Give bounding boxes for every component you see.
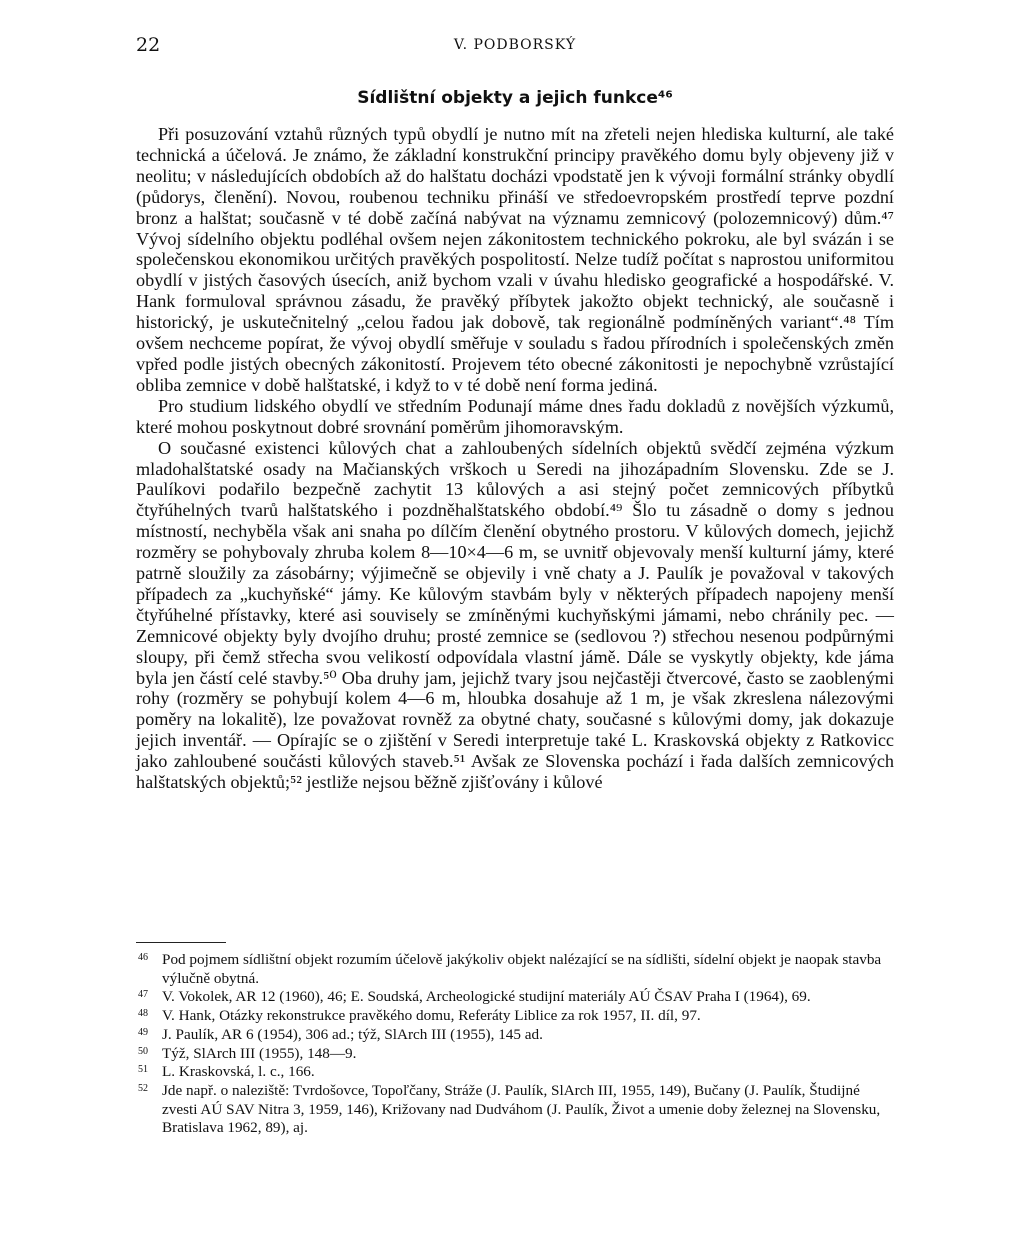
footnote bbox=[136, 1045, 894, 1064]
footnote-text: Pod pojmem sídlištní objekt rozumím účelově jakýkoliv objekt nalézající se na sídlišti, sídelní objekt je naopak stavba výlučně obytná. bbox=[162, 951, 882, 987]
footnote bbox=[136, 988, 894, 1007]
page-number: 22 bbox=[136, 34, 161, 56]
footnote-divider bbox=[136, 942, 226, 943]
footnote-number: 52 bbox=[138, 1082, 148, 1094]
running-head: V. PODBORSKÝ bbox=[453, 37, 577, 53]
footnote-text: Jde např. o naleziště: Tvrdošovce, Topoľčany, Stráže (J. Paulík, SlArch III, 1955, 149), Bučany (J. Paulík, Študijné zvesti AÚ SAV Nitra 3, 1959, 146), Križovany nad Dudváhom (J. Paulík, Život a umenie doby železnej na Slovensku, Bratislava 1962, 89), aj. bbox=[162, 1081, 881, 1137]
footnote-number: 50 bbox=[138, 1045, 148, 1057]
footnote-number: 47 bbox=[138, 989, 148, 1001]
footnote-number: 48 bbox=[138, 1008, 148, 1020]
footnote-text: L. Kraskovská, l. c., 166. bbox=[162, 1063, 315, 1081]
footnote-number: 51 bbox=[138, 1064, 148, 1076]
page-header bbox=[136, 34, 894, 60]
footnote bbox=[136, 1007, 894, 1026]
paragraph: O současné existenci kůlových chat a zahloubených sídelních objektů svědčí zejména výzkum mladohalštatské osady na Mačianských vrškoch u Seredi na jihozápadním Slovensku. Zde se J. Paulíkovi podařilo bezpečně zachytit 13 kůlových a asi stejný počet zemnicových příbytků čtyřúhelných tvarů halštatského i pozdněhalštatského období.⁴⁹ Šlo tu zásadně o domy s jednou místností, nechyběla však ani snaha po dílčím členění obytného prostoru. V kůlových domech, jejichž rozměry se pohybovaly zhruba kolem 8—10×4—6 m, se uvnitř objevovaly menší kulturní jámy, které patrně sloužily za zásobárny; výjimečně se objevily i vně chaty a J. Paulík je považoval v takových případech za „kuchyňské“ jámy. Ke kůlovým stavbám byly v některých případech napojeny menší čtyřúhelné přístavky, které asi souvisely se zmíněnými kuchyňskými jámami, nebo chránily pec. — Zemnicové objekty byly dvojího druhu; prosté zemnice se (sedlovou ?) střechou nesenou podpůrnými sloupy, při čemž střecha svou velikostí odpovídala vlastní jámě. Dále se vyskytly objekty, kde jáma byla jen částí celé stavby.⁵⁰ Oba druhy jam, jejichž tvary jsou nejčastěji čtvercové, často se zaoblenými rohy (rozměry se pohybují kolem 4—6 m, hloubka dosahuje až 1 m, je však zkreslena nálezovými poměry na lokalitě), lze považovat rovněž za obytné chaty, současné s kůlovými domy, jak dokazuje jejich inventář. — Opírajíc se o zjištění v Seredi interpretuje také L. Kraskovská objekty z Ratkovicc jako zahloubené součásti kůlových staveb.⁵¹ Avšak ze Slovenska pochází i řada dalších zemnicových halštatských objektů;⁵² jestliže nejsou běžně zjišťovány i kůlové bbox=[136, 437, 894, 793]
footnote bbox=[136, 1026, 894, 1045]
section-title: Sídlištní objekty a jejich funkce⁴⁶ bbox=[357, 88, 673, 108]
footnote-number: 49 bbox=[138, 1026, 148, 1038]
footnote-text: J. Paulík, AR 6 (1954), 306 ad.; týž, SlArch III (1955), 145 ad. bbox=[162, 1025, 543, 1043]
footnote bbox=[136, 951, 894, 988]
footnote-number: 46 bbox=[138, 952, 148, 963]
paragraph: Při posuzování vztahů různých typů obydlí je nutno mít na zřeteli nejen hlediska kulturní, ale také technická a účelová. Je známo, že základní konstrukční principy pravěkého domu byly objeveny již v neolitu; v následujících obdobích až do halštatu docházi vpodstatě jen k vývoji formální stránky obydlí (půdorys, členění). Novou, roubenou techniku přináší ve středoevropském prostředí teprve pozdní bronz a halštat; současně v té době začíná nabývat na významu zemnicový (polozemnicový) dům.⁴⁷ Vývoj sídelního objektu podléhal ovšem nejen zákonitostem technického pokroku, ale byl svázán i se společenskou ekonomikou určitých pravěkých pospolitostí. Nelze tudíž počítat s naprostou uniformitou obydlí v jistých časových úsecích, aniž bychom vzali v úvahu hledisko geografické a hospodářské. V. Hank formuloval správnou zásadu, že pravěký příbytek jakožto objekt technický, ale současně i historický, je uskutečnitelný „celou řadou jak dobově, tak regionálně podmíněných variant“.⁴⁸ Tím ovšem nechceme popírat, že vývoj obydlí směřuje v souladu s řadou přírodních i společenských změn vpřed podle jistých obecných zákonitostí. Projevem této obecné zákonitosti je nepochybně vzrůstající obliba zemnice v době halštatské, i když to v té době není forma jediná. bbox=[136, 124, 894, 395]
footnote bbox=[136, 1063, 894, 1082]
paragraph: Pro studium lidského obydlí ve středním Podunají máme dnes řadu dokladů z novějších výzkumů, které mohou poskytnout dobré srovnání poměrům jihomoravským. bbox=[136, 395, 894, 437]
footnote-text: V. Vokolek, AR 12 (1960), 46; E. Soudská, Archeologické studijní materiály AÚ ČSAV Praha I (1964), 69. bbox=[162, 988, 811, 1006]
footnote bbox=[136, 1082, 894, 1138]
footnote-text: Týž, SlArch III (1955), 148—9. bbox=[162, 1044, 357, 1062]
footnote-text: V. Hank, Otázky rekonstrukce pravěkého domu, Referáty Liblice za rok 1957, II. díl, 97. bbox=[162, 1007, 701, 1025]
footnotes bbox=[136, 951, 894, 1138]
body-text bbox=[136, 124, 894, 793]
